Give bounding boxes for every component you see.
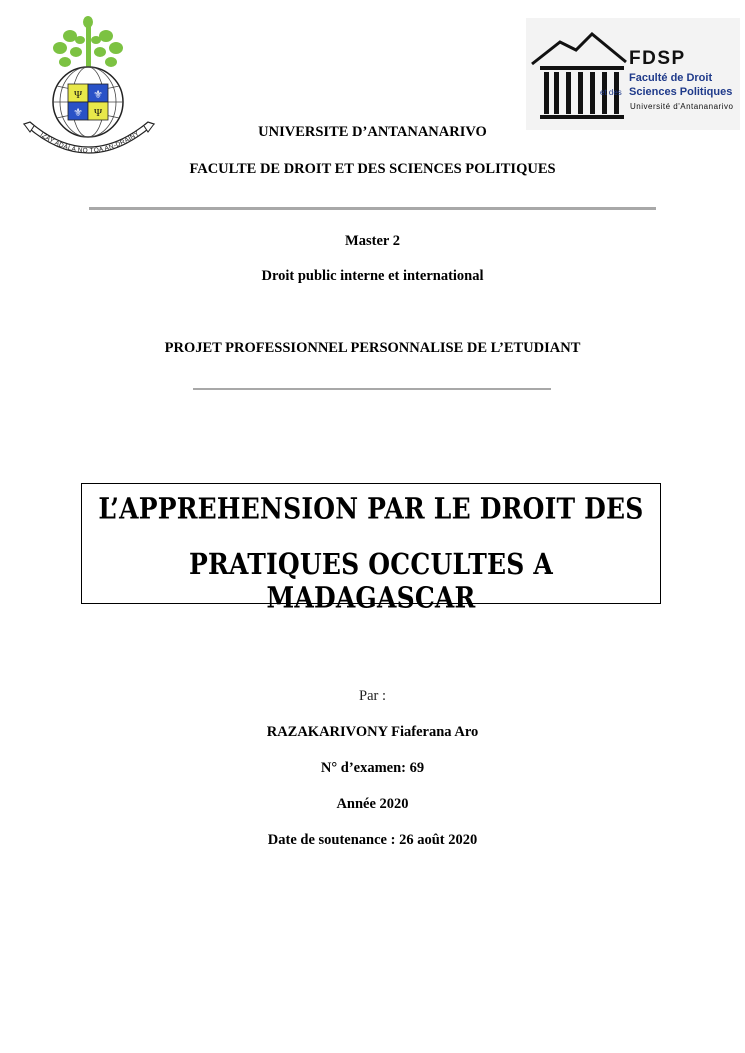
by-label: Par : xyxy=(359,688,386,704)
faculty-name-line2-prefix: et des xyxy=(600,88,622,97)
svg-text:Ψ: Ψ xyxy=(93,107,103,119)
svg-text:Ψ: Ψ xyxy=(73,89,83,101)
specialty-label: Droit public interne et international xyxy=(261,268,484,284)
svg-text:⚜: ⚜ xyxy=(93,89,103,101)
project-type: PROJET PROFESSIONNEL PERSONNALISE DE L’ETUDIANT xyxy=(164,340,581,356)
author-name: RAZAKARIVONY Fiaferana Aro xyxy=(266,724,479,740)
project-divider xyxy=(193,388,551,390)
faculty-logo xyxy=(526,18,740,130)
header-divider xyxy=(89,207,656,210)
thesis-title-line2: PRATIQUES OCCULTES A MADAGASCAR xyxy=(188,547,554,615)
defense-date: Date de soutenance : 26 août 2020 xyxy=(267,832,478,848)
thesis-title-box xyxy=(81,483,661,615)
exam-number: N° d’examen: 69 xyxy=(320,760,425,776)
faculty-building-icon xyxy=(530,32,630,124)
faculty-name: FACULTE DE DROIT ET DES SCIENCES POLITIQUES xyxy=(189,161,556,177)
svg-text:IZAY ADALA NO TOA AN-DRAINY: IZAY ADALA NO TOA AN-DRAINY xyxy=(38,130,141,155)
degree-label: Master 2 xyxy=(345,233,400,249)
university-name: UNIVERSITE D’ANTANANARIVO xyxy=(258,124,487,140)
thesis-title-line1: L’APPREHENSION PAR LE DROIT DES xyxy=(98,491,644,526)
faculty-name-line2: Sciences Politiques xyxy=(629,86,733,98)
faculty-name-line3: Université d'Antananarivo xyxy=(630,102,734,111)
svg-text:⚜: ⚜ xyxy=(73,107,83,119)
faculty-name-line1: Faculté de Droit xyxy=(629,72,713,84)
faculty-acronym: FDSP xyxy=(629,48,686,69)
academic-year: Année 2020 xyxy=(336,796,409,812)
university-logo xyxy=(20,14,158,174)
university-motto xyxy=(20,14,158,174)
